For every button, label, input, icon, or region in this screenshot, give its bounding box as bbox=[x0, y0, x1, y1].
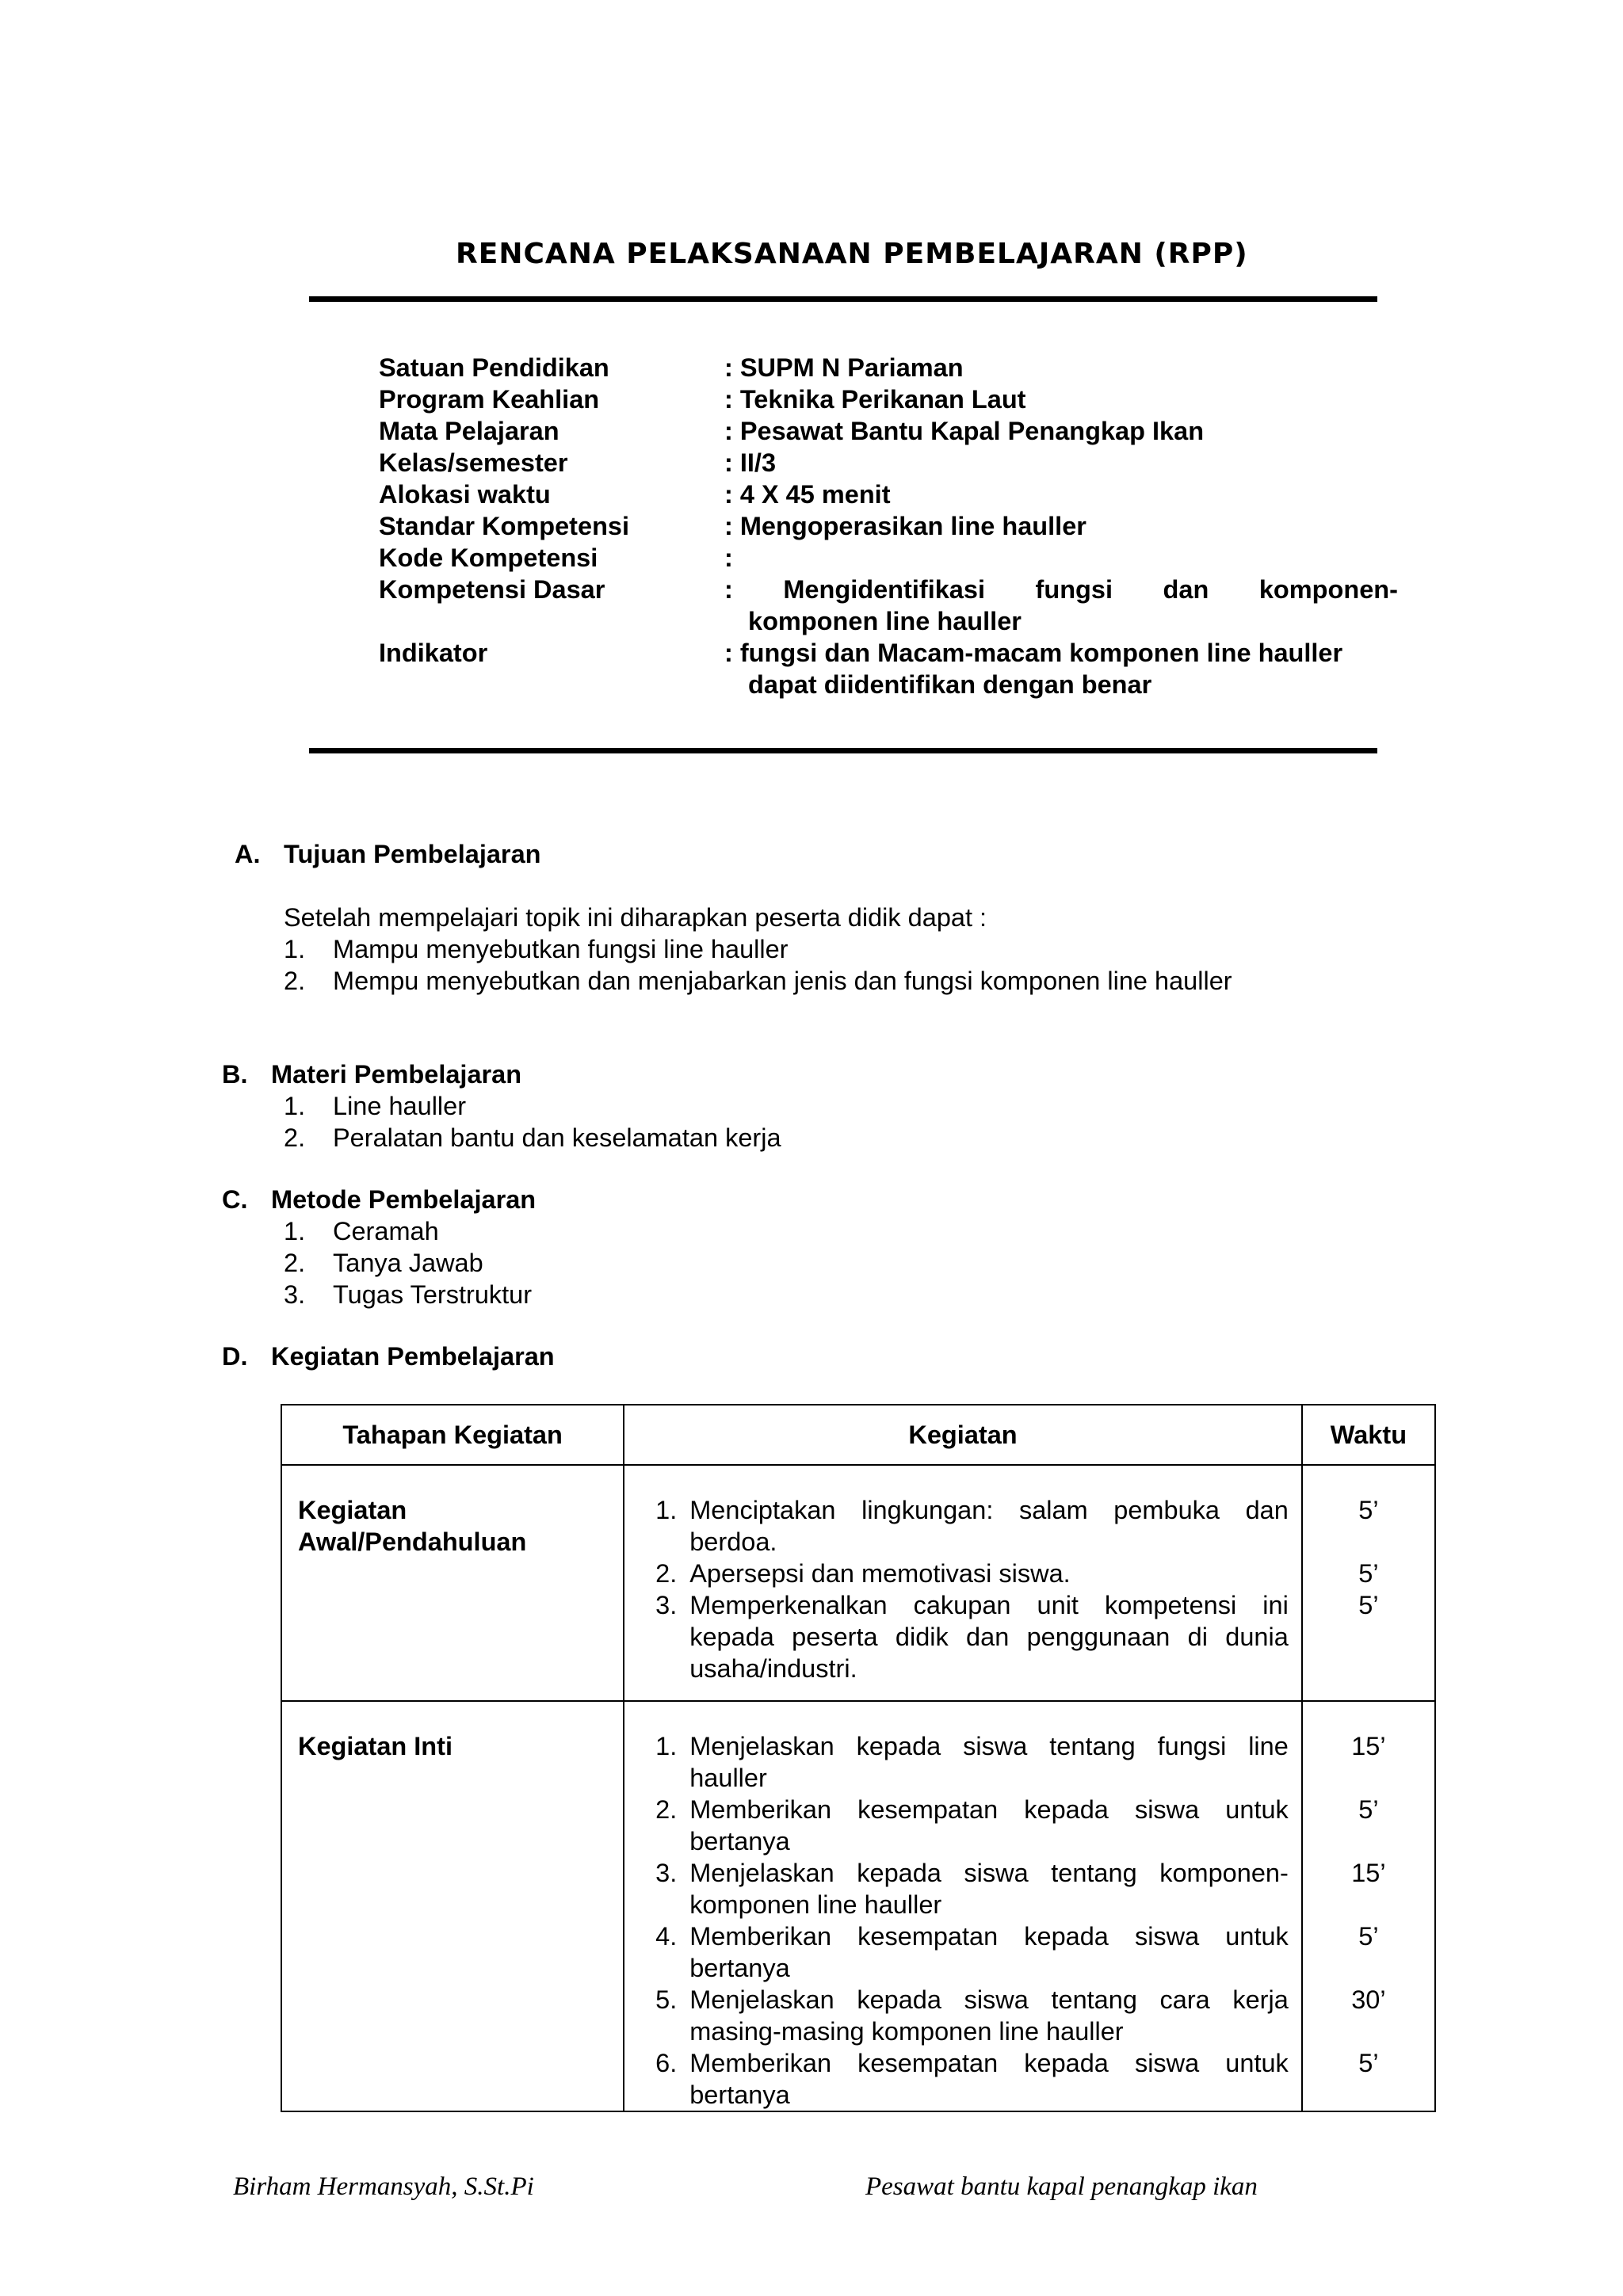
info-row bbox=[379, 352, 1409, 383]
section-a-body bbox=[284, 902, 1232, 997]
indikator-line1: : fungsi dan Macam-macam komponen line hauller bbox=[724, 639, 1343, 667]
info-value: : bbox=[724, 543, 733, 572]
kd-word: Mengidentifikasi bbox=[783, 575, 985, 604]
time-value: 15’ bbox=[1351, 1732, 1386, 1760]
footer-subject: Pesawat bantu kapal penangkap ikan bbox=[865, 2172, 1258, 2201]
info-label: Kode Kompetensi bbox=[379, 543, 598, 572]
activity-number: 1. bbox=[655, 1732, 678, 1760]
section-c bbox=[222, 1184, 536, 1310]
section-heading bbox=[222, 1184, 536, 1215]
info-value: : II/3 bbox=[724, 448, 777, 477]
list-number: 2. bbox=[284, 1123, 306, 1152]
kd-line1 bbox=[724, 574, 1398, 605]
kd-word: fungsi bbox=[1035, 575, 1113, 604]
activity-number: 3. bbox=[655, 1591, 678, 1619]
methods-list bbox=[222, 1215, 536, 1310]
info-value: : 4 X 45 menit bbox=[724, 480, 891, 509]
list-item bbox=[284, 933, 1232, 965]
section-title: Materi Pembelajaran bbox=[271, 1060, 522, 1089]
section-title: Tujuan Pembelajaran bbox=[284, 840, 541, 868]
activity-number: 2. bbox=[655, 1559, 678, 1588]
info-label: Kompetensi Dasar bbox=[379, 575, 605, 604]
column-header: Tahapan Kegiatan bbox=[281, 1405, 624, 1465]
list-item bbox=[284, 1247, 536, 1279]
list-text: Ceramah bbox=[333, 1217, 439, 1245]
list-number: 3. bbox=[284, 1280, 306, 1309]
section-title: Kegiatan Pembelajaran bbox=[271, 1342, 555, 1371]
time-value: 5’ bbox=[1358, 2049, 1379, 2077]
activity-number: 5. bbox=[655, 1985, 678, 2014]
activity-item bbox=[637, 1920, 1289, 1984]
section-d bbox=[222, 1341, 555, 1372]
activity-number: 3. bbox=[655, 1859, 678, 1887]
activity-text: Apersepsi dan memotivasi siswa. bbox=[689, 1559, 1071, 1588]
info-row bbox=[379, 415, 1409, 447]
info-value bbox=[724, 637, 1409, 700]
list-number: 2. bbox=[284, 1249, 306, 1277]
list-item bbox=[284, 1090, 781, 1122]
indikator-row bbox=[379, 637, 1409, 700]
activity-text: Memberikan kesempatan kepada siswa untuk bertanya bbox=[689, 2049, 1289, 2109]
kd-colon: : bbox=[724, 575, 733, 604]
activity-item bbox=[637, 2047, 1289, 2111]
materials-list bbox=[222, 1090, 781, 1154]
time-value: 5’ bbox=[1358, 1922, 1379, 1951]
info-value bbox=[724, 574, 1409, 637]
info-row bbox=[379, 447, 1409, 479]
kd-line2: komponen line hauller bbox=[748, 607, 1022, 635]
activity-item bbox=[637, 1730, 1289, 1794]
section-letter: B. bbox=[222, 1060, 248, 1089]
activity-number: 2. bbox=[655, 1795, 678, 1824]
activity-item bbox=[637, 1558, 1289, 1589]
list-text: Tugas Terstruktur bbox=[333, 1280, 533, 1309]
time-value: 15’ bbox=[1351, 1859, 1386, 1887]
list-item bbox=[284, 1122, 781, 1154]
info-value: : Mengoperasikan line hauller bbox=[724, 512, 1086, 540]
activity-text: Menjelaskan kepada siswa tentang komponen-komponen line hauller bbox=[689, 1859, 1289, 1919]
list-item bbox=[284, 1279, 536, 1310]
table-row bbox=[281, 1465, 1435, 1701]
time-value: 30’ bbox=[1351, 1985, 1386, 2014]
activity-text: Menciptakan lingkungan: salam pembuka dan berdoa. bbox=[689, 1496, 1289, 1556]
time-cell bbox=[1302, 1701, 1435, 2111]
activity-item bbox=[637, 1494, 1289, 1558]
list-number: 1. bbox=[284, 935, 306, 963]
column-header: Waktu bbox=[1302, 1405, 1435, 1465]
footer-author: Birham Hermansyah, S.St.Pi bbox=[233, 2172, 534, 2201]
info-row bbox=[379, 479, 1409, 510]
info-value: : Teknika Perikanan Laut bbox=[724, 385, 1026, 414]
bottom-rule bbox=[309, 748, 1377, 753]
info-row bbox=[379, 510, 1409, 542]
section-b bbox=[222, 1058, 781, 1154]
indikator-line2: dapat diidentifikan dengan benar bbox=[748, 670, 1152, 699]
section-letter: C. bbox=[222, 1185, 248, 1214]
info-value: : Pesawat Bantu Kapal Penangkap Ikan bbox=[724, 417, 1205, 445]
info-label: Standar Kompetensi bbox=[379, 512, 630, 540]
kd-word: komponen- bbox=[1258, 575, 1398, 604]
list-text: Tanya Jawab bbox=[333, 1249, 483, 1277]
top-rule bbox=[309, 296, 1377, 302]
stage-cell: Kegiatan Inti bbox=[281, 1701, 624, 2111]
info-row bbox=[379, 542, 1409, 574]
activity-number: 1. bbox=[655, 1496, 678, 1524]
info-label: Program Keahlian bbox=[379, 385, 600, 414]
activity-text: Memberikan kesempatan kepada siswa untuk bertanya bbox=[689, 1795, 1289, 1855]
activities-cell bbox=[624, 1701, 1302, 2111]
kd-word: dan bbox=[1163, 575, 1209, 604]
activity-item bbox=[637, 1857, 1289, 1920]
list-text: Peralatan bantu dan keselamatan kerja bbox=[333, 1123, 781, 1152]
activity-text: Memperkenalkan cakupan unit kompetensi ini kepada peserta didik dan penggunaan di dunia usaha/industri. bbox=[689, 1591, 1289, 1683]
info-label: Indikator bbox=[379, 639, 488, 667]
list-item bbox=[284, 965, 1232, 997]
table-row bbox=[281, 1701, 1435, 2111]
list-item bbox=[284, 1215, 536, 1247]
activity-number: 6. bbox=[655, 2049, 678, 2077]
section-letter: A. bbox=[235, 840, 261, 868]
list-number: 1. bbox=[284, 1092, 306, 1120]
info-label: Mata Pelajaran bbox=[379, 417, 559, 445]
activity-text: Memberikan kesempatan kepada siswa untuk bertanya bbox=[689, 1922, 1289, 1982]
activity-item bbox=[637, 1984, 1289, 2047]
activity-text: Menjelaskan kepada siswa tentang cara kerja masing-masing komponen line hauller bbox=[689, 1985, 1289, 2046]
info-row bbox=[379, 383, 1409, 415]
activities-table bbox=[281, 1404, 1436, 2112]
section-heading bbox=[222, 1058, 781, 1090]
section-heading bbox=[235, 838, 541, 870]
activities-cell bbox=[624, 1465, 1302, 1701]
list-number: 2. bbox=[284, 967, 306, 995]
document-title: RENCANA PELAKSANAAN PEMBELAJARAN (RPP) bbox=[456, 238, 1248, 270]
info-label: Kelas/semester bbox=[379, 448, 568, 477]
section-title: Metode Pembelajaran bbox=[271, 1185, 537, 1214]
stage-cell: Kegiatan Awal/Pendahuluan bbox=[281, 1465, 624, 1701]
section-heading bbox=[222, 1341, 555, 1372]
column-header: Kegiatan bbox=[624, 1405, 1302, 1465]
list-text: Mempu menyebutkan dan menjabarkan jenis dan fungsi komponen line hauller bbox=[333, 967, 1232, 995]
identity-block bbox=[379, 352, 1409, 700]
list-number: 1. bbox=[284, 1217, 306, 1245]
section-intro: Setelah mempelajari topik ini diharapkan peserta didik dapat : bbox=[284, 903, 987, 932]
activity-text: Menjelaskan kepada siswa tentang fungsi line hauller bbox=[689, 1732, 1289, 1792]
table-header-row bbox=[281, 1405, 1435, 1465]
info-label: Alokasi waktu bbox=[379, 480, 551, 509]
time-value: 5’ bbox=[1358, 1559, 1379, 1588]
info-value: : SUPM N Pariaman bbox=[724, 353, 964, 382]
objectives-list bbox=[284, 933, 1232, 997]
activity-item bbox=[637, 1794, 1289, 1857]
time-cell bbox=[1302, 1465, 1435, 1701]
list-text: Line hauller bbox=[333, 1092, 467, 1120]
info-label: Satuan Pendidikan bbox=[379, 353, 609, 382]
section-a bbox=[235, 838, 541, 870]
time-value: 5’ bbox=[1358, 1795, 1379, 1824]
activity-number: 4. bbox=[655, 1922, 678, 1951]
time-value: 5’ bbox=[1358, 1496, 1379, 1524]
list-text: Mampu menyebutkan fungsi line hauller bbox=[333, 935, 789, 963]
time-value: 5’ bbox=[1358, 1591, 1379, 1619]
section-letter: D. bbox=[222, 1342, 248, 1371]
kompetensi-dasar-row bbox=[379, 574, 1409, 637]
activity-item bbox=[637, 1589, 1289, 1684]
